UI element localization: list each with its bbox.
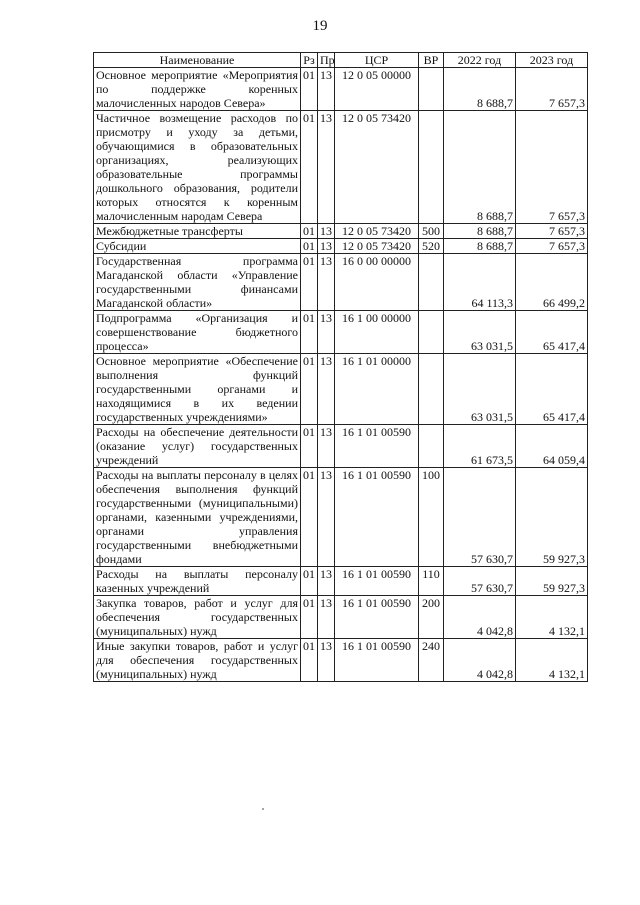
row-rz: 01 — [301, 425, 318, 468]
row-2023: 7 657,3 — [516, 239, 588, 254]
scan-speck — [262, 808, 264, 810]
row-rz: 01 — [301, 639, 318, 682]
row-pr: 13 — [318, 425, 335, 468]
row-2023: 59 927,3 — [516, 567, 588, 596]
budget-table — [93, 52, 588, 682]
row-name: Расходы на обеспечение деятельности (оказание услуг) государственных учреждений — [94, 425, 301, 468]
row-name: Подпрограмма «Организация и совершенствование бюджетного процесса» — [94, 311, 301, 354]
table-row — [94, 311, 588, 354]
row-2023: 65 417,4 — [516, 311, 588, 354]
header-csr: ЦСР — [335, 53, 419, 68]
row-csr: 12 0 05 73420 — [335, 224, 419, 239]
table-row — [94, 468, 588, 567]
row-2022: 4 042,8 — [444, 596, 516, 639]
row-2023: 64 059,4 — [516, 425, 588, 468]
row-2023: 7 657,3 — [516, 111, 588, 224]
row-rz: 01 — [301, 596, 318, 639]
row-name: Частичное возмещение расходов по присмотру и уходу за детьми, обучающимися в образовательных организациях, реализующих образовательные программы дошкольного образования, родители которых относятся к коренным малочисленным народам Севера — [94, 111, 301, 224]
row-pr: 13 — [318, 468, 335, 567]
row-name: Основное мероприятие «Обеспечение выполнения функций государственными органами и находящимися в их ведении государственных учреждениями» — [94, 354, 301, 425]
row-csr: 16 1 01 00590 — [335, 425, 419, 468]
row-pr: 13 — [318, 111, 335, 224]
table-row — [94, 239, 588, 254]
row-pr: 13 — [318, 239, 335, 254]
row-csr: 12 0 05 73420 — [335, 111, 419, 224]
row-2022: 63 031,5 — [444, 311, 516, 354]
row-csr: 16 1 00 00000 — [335, 311, 419, 354]
row-name: Межбюджетные трансферты — [94, 224, 301, 239]
row-vr — [419, 254, 444, 311]
row-pr: 13 — [318, 311, 335, 354]
row-2023: 7 657,3 — [516, 68, 588, 111]
row-2022: 8 688,7 — [444, 68, 516, 111]
row-2023: 4 132,1 — [516, 596, 588, 639]
row-vr: 100 — [419, 468, 444, 567]
row-name: Иные закупки товаров, работ и услуг для обеспечения государственных (муниципальных) нужд — [94, 639, 301, 682]
row-2023: 66 499,2 — [516, 254, 588, 311]
row-rz: 01 — [301, 468, 318, 567]
row-vr: 520 — [419, 239, 444, 254]
header-pr: Пр — [318, 53, 335, 68]
row-pr: 13 — [318, 596, 335, 639]
row-2022: 64 113,3 — [444, 254, 516, 311]
row-rz: 01 — [301, 567, 318, 596]
row-csr: 16 1 01 00590 — [335, 596, 419, 639]
row-vr: 500 — [419, 224, 444, 239]
row-2022: 57 630,7 — [444, 468, 516, 567]
row-2023: 59 927,3 — [516, 468, 588, 567]
row-2022: 61 673,5 — [444, 425, 516, 468]
row-2022: 8 688,7 — [444, 111, 516, 224]
row-csr: 16 0 00 00000 — [335, 254, 419, 311]
row-pr: 13 — [318, 224, 335, 239]
row-2022: 57 630,7 — [444, 567, 516, 596]
table-row — [94, 354, 588, 425]
table-row — [94, 639, 588, 682]
row-csr: 12 0 05 00000 — [335, 68, 419, 111]
table-row — [94, 425, 588, 468]
row-csr: 16 1 01 00590 — [335, 639, 419, 682]
row-rz: 01 — [301, 68, 318, 111]
row-rz: 01 — [301, 311, 318, 354]
row-csr: 16 1 01 00590 — [335, 468, 419, 567]
table-row — [94, 68, 588, 111]
row-2022: 8 688,7 — [444, 224, 516, 239]
row-2023: 7 657,3 — [516, 224, 588, 239]
table-row — [94, 111, 588, 224]
header-rz: Рз — [301, 53, 318, 68]
row-vr — [419, 354, 444, 425]
row-csr: 12 0 05 73420 — [335, 239, 419, 254]
row-name: Основное мероприятие «Мероприятия по поддержке коренных малочисленных народов Севера» — [94, 68, 301, 111]
row-rz: 01 — [301, 224, 318, 239]
row-pr: 13 — [318, 354, 335, 425]
row-vr — [419, 311, 444, 354]
table-row — [94, 254, 588, 311]
row-pr: 13 — [318, 639, 335, 682]
row-name: Закупка товаров, работ и услуг для обеспечения государственных (муниципальных) нужд — [94, 596, 301, 639]
row-rz: 01 — [301, 354, 318, 425]
row-vr — [419, 425, 444, 468]
row-pr: 13 — [318, 254, 335, 311]
row-rz: 01 — [301, 111, 318, 224]
table-body — [94, 68, 588, 682]
row-2023: 65 417,4 — [516, 354, 588, 425]
header-2022: 2022 год — [444, 53, 516, 68]
row-2022: 8 688,7 — [444, 239, 516, 254]
row-rz: 01 — [301, 254, 318, 311]
row-name: Субсидии — [94, 239, 301, 254]
row-rz: 01 — [301, 239, 318, 254]
table-row — [94, 567, 588, 596]
row-vr — [419, 68, 444, 111]
header-name: Наименование — [94, 53, 301, 68]
row-name: Государственная программа Магаданской области «Управление государственными финансами Магаданской области» — [94, 254, 301, 311]
row-name: Расходы на выплаты персоналу в целях обеспечения выполнения функций государственными (муниципальными) органами, казенными учреждениями, органами управления государственными внебюджетными фондами — [94, 468, 301, 567]
header-2023: 2023 год — [516, 53, 588, 68]
header-row — [94, 53, 588, 68]
row-csr: 16 1 01 00590 — [335, 567, 419, 596]
row-2023: 4 132,1 — [516, 639, 588, 682]
row-csr: 16 1 01 00000 — [335, 354, 419, 425]
row-vr: 240 — [419, 639, 444, 682]
table-row — [94, 596, 588, 639]
header-vr: ВР — [419, 53, 444, 68]
table-header — [94, 53, 588, 68]
row-pr: 13 — [318, 567, 335, 596]
row-2022: 63 031,5 — [444, 354, 516, 425]
row-pr: 13 — [318, 68, 335, 111]
row-name: Расходы на выплаты персоналу казенных учреждений — [94, 567, 301, 596]
row-vr: 110 — [419, 567, 444, 596]
row-vr: 200 — [419, 596, 444, 639]
table-row — [94, 224, 588, 239]
row-vr — [419, 111, 444, 224]
row-2022: 4 042,8 — [444, 639, 516, 682]
page-number: 19 — [312, 18, 328, 34]
